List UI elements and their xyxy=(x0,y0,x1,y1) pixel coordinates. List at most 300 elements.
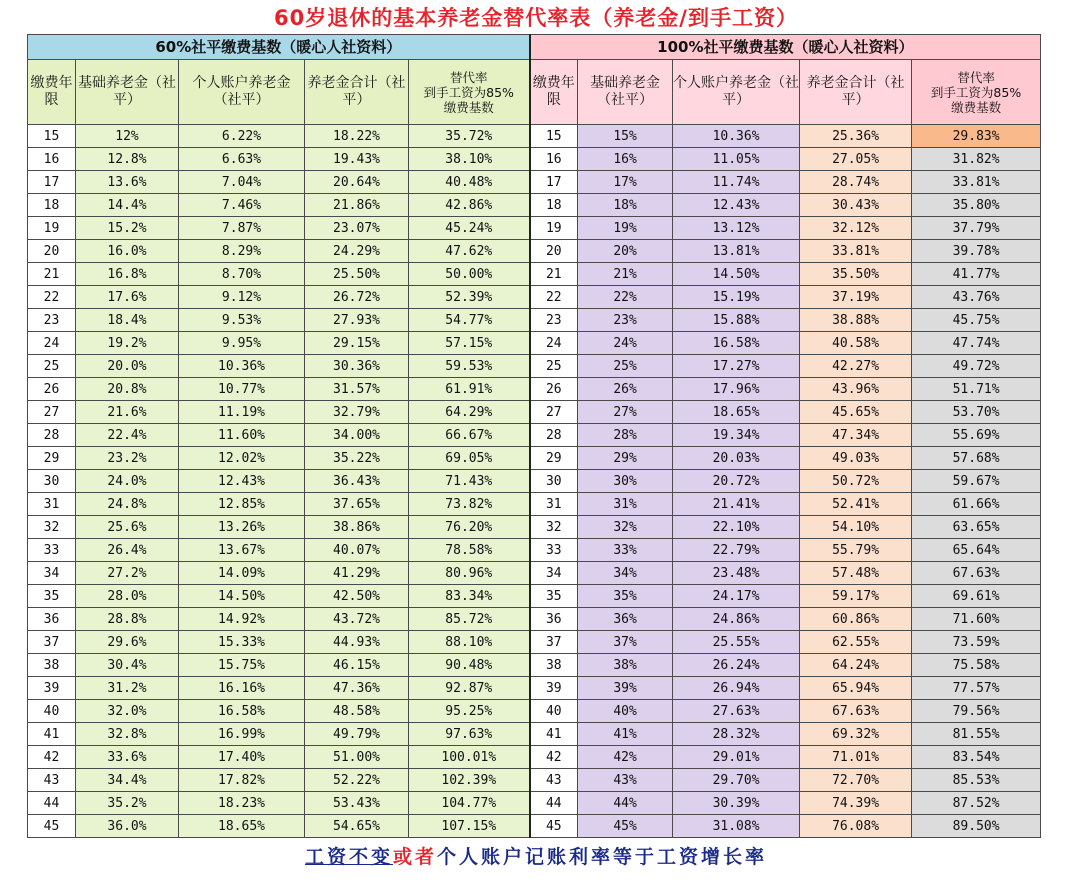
table-row xyxy=(28,171,1041,194)
cell-years-left: 41 xyxy=(28,723,76,746)
cell-total-right: 42.27% xyxy=(800,355,912,378)
cell-replace-left: 57.15% xyxy=(409,332,530,355)
cell-total-right: 62.55% xyxy=(800,631,912,654)
cell-total-right: 69.32% xyxy=(800,723,912,746)
cell-personal-right: 15.19% xyxy=(673,286,800,309)
cell-personal-left: 8.70% xyxy=(179,263,305,286)
cell-replace-right: 69.61% xyxy=(912,585,1041,608)
cell-years-right: 33 xyxy=(530,539,578,562)
cell-personal-left: 16.99% xyxy=(179,723,305,746)
cell-personal-right: 30.39% xyxy=(673,792,800,815)
cell-basic-left: 19.2% xyxy=(76,332,179,355)
col-basic-right: 基础养老金（社平） xyxy=(578,60,673,125)
cell-basic-left: 34.4% xyxy=(76,769,179,792)
cell-personal-left: 15.75% xyxy=(179,654,305,677)
cell-replace-right: 31.82% xyxy=(912,148,1041,171)
cell-basic-left: 24.8% xyxy=(76,493,179,516)
cell-basic-left: 36.0% xyxy=(76,815,179,838)
replacement-rate-table xyxy=(27,34,1041,838)
cell-replace-left: 50.00% xyxy=(409,263,530,286)
cell-basic-right: 36% xyxy=(578,608,673,631)
cell-total-right: 65.94% xyxy=(800,677,912,700)
cell-replace-left: 71.43% xyxy=(409,470,530,493)
cell-years-left: 20 xyxy=(28,240,76,263)
cell-years-left: 28 xyxy=(28,424,76,447)
cell-basic-right: 18% xyxy=(578,194,673,217)
cell-personal-left: 12.43% xyxy=(179,470,305,493)
cell-total-right: 33.81% xyxy=(800,240,912,263)
cell-basic-left: 12.8% xyxy=(76,148,179,171)
cell-years-right: 15 xyxy=(530,125,578,148)
cell-total-right: 60.86% xyxy=(800,608,912,631)
cell-total-right: 40.58% xyxy=(800,332,912,355)
cell-basic-right: 26% xyxy=(578,378,673,401)
cell-replace-left: 64.29% xyxy=(409,401,530,424)
cell-basic-left: 28.0% xyxy=(76,585,179,608)
table-row xyxy=(28,286,1041,309)
cell-replace-left: 42.86% xyxy=(409,194,530,217)
cell-years-right: 29 xyxy=(530,447,578,470)
cell-replace-left: 97.63% xyxy=(409,723,530,746)
cell-years-right: 31 xyxy=(530,493,578,516)
cell-basic-left: 14.4% xyxy=(76,194,179,217)
cell-replace-right: 87.52% xyxy=(912,792,1041,815)
cell-basic-right: 27% xyxy=(578,401,673,424)
cell-total-left: 54.65% xyxy=(305,815,409,838)
cell-replace-right: 59.67% xyxy=(912,470,1041,493)
cell-personal-right: 24.17% xyxy=(673,585,800,608)
cell-years-left: 39 xyxy=(28,677,76,700)
table-row xyxy=(28,723,1041,746)
cell-basic-left: 18.4% xyxy=(76,309,179,332)
cell-years-left: 24 xyxy=(28,332,76,355)
cell-personal-right: 13.81% xyxy=(673,240,800,263)
cell-total-left: 27.93% xyxy=(305,309,409,332)
cell-personal-right: 22.79% xyxy=(673,539,800,562)
cell-total-left: 46.15% xyxy=(305,654,409,677)
cell-personal-right: 14.50% xyxy=(673,263,800,286)
cell-years-left: 38 xyxy=(28,654,76,677)
cell-personal-right: 26.94% xyxy=(673,677,800,700)
cell-total-right: 55.79% xyxy=(800,539,912,562)
cell-personal-right: 20.72% xyxy=(673,470,800,493)
cell-total-right: 64.24% xyxy=(800,654,912,677)
col-replace-left xyxy=(409,60,530,125)
cell-total-right: 54.10% xyxy=(800,516,912,539)
cell-personal-right: 12.43% xyxy=(673,194,800,217)
cell-basic-left: 20.0% xyxy=(76,355,179,378)
cell-years-left: 26 xyxy=(28,378,76,401)
cell-replace-left: 95.25% xyxy=(409,700,530,723)
cell-replace-right: 75.58% xyxy=(912,654,1041,677)
col-basic-left: 基础养老金（社平） xyxy=(76,60,179,125)
footer-part3: 个人账户记账利率等于工资增长率 xyxy=(437,846,768,868)
cell-basic-left: 28.8% xyxy=(76,608,179,631)
cell-total-right: 72.70% xyxy=(800,769,912,792)
cell-personal-left: 15.33% xyxy=(179,631,305,654)
cell-replace-left: 47.62% xyxy=(409,240,530,263)
cell-personal-left: 14.09% xyxy=(179,562,305,585)
cell-basic-right: 37% xyxy=(578,631,673,654)
cell-replace-right: 29.83% xyxy=(912,125,1041,148)
cell-years-left: 21 xyxy=(28,263,76,286)
cell-basic-left: 15.2% xyxy=(76,217,179,240)
cell-total-right: 45.65% xyxy=(800,401,912,424)
cell-years-right: 44 xyxy=(530,792,578,815)
cell-basic-left: 12% xyxy=(76,125,179,148)
cell-basic-right: 32% xyxy=(578,516,673,539)
cell-replace-left: 59.53% xyxy=(409,355,530,378)
cell-basic-right: 35% xyxy=(578,585,673,608)
cell-personal-left: 12.85% xyxy=(179,493,305,516)
cell-total-right: 25.36% xyxy=(800,125,912,148)
cell-total-left: 25.50% xyxy=(305,263,409,286)
table-row xyxy=(28,355,1041,378)
cell-personal-right: 28.32% xyxy=(673,723,800,746)
cell-personal-right: 11.05% xyxy=(673,148,800,171)
cell-replace-left: 102.39% xyxy=(409,769,530,792)
cell-replace-right: 51.71% xyxy=(912,378,1041,401)
cell-years-right: 35 xyxy=(530,585,578,608)
cell-total-left: 19.43% xyxy=(305,148,409,171)
cell-total-right: 27.05% xyxy=(800,148,912,171)
cell-personal-right: 22.10% xyxy=(673,516,800,539)
cell-total-left: 37.65% xyxy=(305,493,409,516)
table-row xyxy=(28,677,1041,700)
cell-basic-left: 22.4% xyxy=(76,424,179,447)
cell-total-left: 23.07% xyxy=(305,217,409,240)
cell-years-right: 39 xyxy=(530,677,578,700)
cell-replace-right: 89.50% xyxy=(912,815,1041,838)
cell-personal-left: 11.19% xyxy=(179,401,305,424)
cell-personal-left: 16.58% xyxy=(179,700,305,723)
footer-part2: 或者 xyxy=(392,846,437,868)
cell-total-right: 28.74% xyxy=(800,171,912,194)
cell-years-left: 36 xyxy=(28,608,76,631)
cell-replace-right: 53.70% xyxy=(912,401,1041,424)
cell-basic-right: 43% xyxy=(578,769,673,792)
cell-personal-left: 7.87% xyxy=(179,217,305,240)
table-row xyxy=(28,424,1041,447)
cell-basic-left: 30.4% xyxy=(76,654,179,677)
cell-replace-right: 85.53% xyxy=(912,769,1041,792)
cell-years-left: 19 xyxy=(28,217,76,240)
cell-total-left: 20.64% xyxy=(305,171,409,194)
cell-total-right: 47.34% xyxy=(800,424,912,447)
col-replace-right xyxy=(912,60,1041,125)
cell-personal-left: 18.65% xyxy=(179,815,305,838)
cell-replace-right: 57.68% xyxy=(912,447,1041,470)
col-personal-right: 个人账户养老金（社平） xyxy=(673,60,800,125)
cell-basic-right: 40% xyxy=(578,700,673,723)
cell-personal-left: 12.02% xyxy=(179,447,305,470)
cell-replace-left: 35.72% xyxy=(409,125,530,148)
cell-years-right: 36 xyxy=(530,608,578,631)
table-row xyxy=(28,792,1041,815)
col-years-right: 缴费年限 xyxy=(530,60,578,125)
cell-personal-right: 25.55% xyxy=(673,631,800,654)
cell-years-left: 22 xyxy=(28,286,76,309)
cell-total-right: 30.43% xyxy=(800,194,912,217)
cell-years-left: 17 xyxy=(28,171,76,194)
cell-total-left: 40.07% xyxy=(305,539,409,562)
cell-personal-right: 19.34% xyxy=(673,424,800,447)
cell-basic-right: 17% xyxy=(578,171,673,194)
cell-personal-right: 17.96% xyxy=(673,378,800,401)
cell-total-right: 76.08% xyxy=(800,815,912,838)
table-body xyxy=(28,125,1041,838)
cell-years-left: 23 xyxy=(28,309,76,332)
cell-years-left: 42 xyxy=(28,746,76,769)
replace-line1: 替代率 xyxy=(450,69,488,85)
cell-basic-left: 32.0% xyxy=(76,700,179,723)
cell-total-right: 49.03% xyxy=(800,447,912,470)
cell-personal-left: 13.67% xyxy=(179,539,305,562)
page-title: 60岁退休的基本养老金替代率表（养老金/到手工资） xyxy=(274,6,798,30)
cell-replace-right: 71.60% xyxy=(912,608,1041,631)
cell-basic-right: 45% xyxy=(578,815,673,838)
table-row xyxy=(28,608,1041,631)
cell-personal-right: 21.41% xyxy=(673,493,800,516)
cell-total-left: 35.22% xyxy=(305,447,409,470)
cell-total-left: 21.86% xyxy=(305,194,409,217)
cell-years-right: 23 xyxy=(530,309,578,332)
cell-basic-right: 24% xyxy=(578,332,673,355)
cell-personal-left: 6.63% xyxy=(179,148,305,171)
cell-years-right: 26 xyxy=(530,378,578,401)
replace-line2: 到手工资为85% xyxy=(423,84,514,100)
cell-basic-right: 19% xyxy=(578,217,673,240)
cell-replace-right: 49.72% xyxy=(912,355,1041,378)
cell-personal-left: 9.53% xyxy=(179,309,305,332)
cell-total-left: 52.22% xyxy=(305,769,409,792)
cell-years-left: 25 xyxy=(28,355,76,378)
cell-total-right: 74.39% xyxy=(800,792,912,815)
cell-years-right: 34 xyxy=(530,562,578,585)
cell-total-right: 59.17% xyxy=(800,585,912,608)
cell-years-right: 32 xyxy=(530,516,578,539)
cell-personal-right: 29.01% xyxy=(673,746,800,769)
cell-total-right: 43.96% xyxy=(800,378,912,401)
cell-total-left: 26.72% xyxy=(305,286,409,309)
cell-personal-left: 18.23% xyxy=(179,792,305,815)
replace-line2: 到手工资为85% xyxy=(930,84,1022,100)
col-total-right: 养老金合计（社平） xyxy=(800,60,912,125)
cell-personal-left: 17.40% xyxy=(179,746,305,769)
cell-personal-right: 29.70% xyxy=(673,769,800,792)
cell-years-right: 19 xyxy=(530,217,578,240)
cell-years-right: 17 xyxy=(530,171,578,194)
cell-basic-right: 38% xyxy=(578,654,673,677)
cell-replace-right: 43.76% xyxy=(912,286,1041,309)
cell-basic-right: 20% xyxy=(578,240,673,263)
cell-basic-right: 39% xyxy=(578,677,673,700)
cell-replace-left: 88.10% xyxy=(409,631,530,654)
cell-personal-right: 17.27% xyxy=(673,355,800,378)
cell-total-left: 51.00% xyxy=(305,746,409,769)
table-row xyxy=(28,700,1041,723)
cell-personal-left: 9.12% xyxy=(179,286,305,309)
cell-personal-left: 14.92% xyxy=(179,608,305,631)
cell-years-left: 37 xyxy=(28,631,76,654)
cell-basic-left: 26.4% xyxy=(76,539,179,562)
cell-basic-right: 41% xyxy=(578,723,673,746)
cell-replace-left: 104.77% xyxy=(409,792,530,815)
cell-basic-left: 20.8% xyxy=(76,378,179,401)
cell-replace-left: 69.05% xyxy=(409,447,530,470)
cell-total-left: 34.00% xyxy=(305,424,409,447)
cell-years-right: 41 xyxy=(530,723,578,746)
group-header-left: 60%社平缴费基数（暖心人社资料） xyxy=(28,35,530,60)
table-row xyxy=(28,815,1041,838)
table-row xyxy=(28,125,1041,148)
cell-years-right: 16 xyxy=(530,148,578,171)
cell-basic-right: 16% xyxy=(578,148,673,171)
cell-basic-right: 30% xyxy=(578,470,673,493)
cell-personal-left: 17.82% xyxy=(179,769,305,792)
cell-years-left: 31 xyxy=(28,493,76,516)
cell-replace-right: 47.74% xyxy=(912,332,1041,355)
cell-total-left: 42.50% xyxy=(305,585,409,608)
table-row xyxy=(28,401,1041,424)
cell-basic-right: 42% xyxy=(578,746,673,769)
cell-replace-left: 100.01% xyxy=(409,746,530,769)
cell-replace-right: 33.81% xyxy=(912,171,1041,194)
table-row xyxy=(28,263,1041,286)
cell-basic-right: 34% xyxy=(578,562,673,585)
cell-replace-right: 79.56% xyxy=(912,700,1041,723)
table-row xyxy=(28,332,1041,355)
table-row xyxy=(28,585,1041,608)
cell-replace-right: 83.54% xyxy=(912,746,1041,769)
cell-replace-right: 73.59% xyxy=(912,631,1041,654)
group-header-row xyxy=(28,35,1041,60)
cell-years-right: 22 xyxy=(530,286,578,309)
cell-basic-right: 28% xyxy=(578,424,673,447)
cell-basic-left: 16.8% xyxy=(76,263,179,286)
cell-replace-left: 76.20% xyxy=(409,516,530,539)
cell-personal-left: 13.26% xyxy=(179,516,305,539)
cell-basic-right: 23% xyxy=(578,309,673,332)
cell-years-right: 43 xyxy=(530,769,578,792)
table-row xyxy=(28,562,1041,585)
cell-total-right: 35.50% xyxy=(800,263,912,286)
cell-total-right: 67.63% xyxy=(800,700,912,723)
cell-total-left: 38.86% xyxy=(305,516,409,539)
cell-replace-left: 92.87% xyxy=(409,677,530,700)
table-row xyxy=(28,470,1041,493)
cell-total-left: 47.36% xyxy=(305,677,409,700)
cell-basic-left: 16.0% xyxy=(76,240,179,263)
cell-personal-right: 26.24% xyxy=(673,654,800,677)
cell-years-left: 16 xyxy=(28,148,76,171)
cell-years-left: 15 xyxy=(28,125,76,148)
cell-personal-left: 9.95% xyxy=(179,332,305,355)
cell-total-left: 30.36% xyxy=(305,355,409,378)
cell-replace-left: 73.82% xyxy=(409,493,530,516)
cell-basic-right: 33% xyxy=(578,539,673,562)
cell-replace-left: 54.77% xyxy=(409,309,530,332)
cell-total-right: 71.01% xyxy=(800,746,912,769)
cell-basic-right: 21% xyxy=(578,263,673,286)
cell-total-right: 32.12% xyxy=(800,217,912,240)
cell-basic-left: 35.2% xyxy=(76,792,179,815)
cell-replace-right: 63.65% xyxy=(912,516,1041,539)
cell-years-left: 30 xyxy=(28,470,76,493)
cell-personal-left: 10.77% xyxy=(179,378,305,401)
footer-note xyxy=(0,840,1072,874)
cell-years-right: 37 xyxy=(530,631,578,654)
col-years-left: 缴费年限 xyxy=(28,60,76,125)
cell-total-left: 44.93% xyxy=(305,631,409,654)
cell-total-right: 37.19% xyxy=(800,286,912,309)
table-row xyxy=(28,539,1041,562)
table-row xyxy=(28,447,1041,470)
cell-personal-left: 14.50% xyxy=(179,585,305,608)
cell-basic-left: 17.6% xyxy=(76,286,179,309)
cell-total-left: 18.22% xyxy=(305,125,409,148)
cell-years-right: 27 xyxy=(530,401,578,424)
cell-basic-right: 31% xyxy=(578,493,673,516)
cell-basic-left: 21.6% xyxy=(76,401,179,424)
cell-years-right: 38 xyxy=(530,654,578,677)
cell-replace-right: 65.64% xyxy=(912,539,1041,562)
cell-years-right: 18 xyxy=(530,194,578,217)
table-row xyxy=(28,194,1041,217)
cell-basic-left: 31.2% xyxy=(76,677,179,700)
cell-replace-left: 90.48% xyxy=(409,654,530,677)
cell-personal-left: 11.60% xyxy=(179,424,305,447)
cell-personal-right: 24.86% xyxy=(673,608,800,631)
cell-years-right: 24 xyxy=(530,332,578,355)
cell-personal-right: 16.58% xyxy=(673,332,800,355)
table-row xyxy=(28,493,1041,516)
cell-total-right: 38.88% xyxy=(800,309,912,332)
cell-replace-left: 45.24% xyxy=(409,217,530,240)
table-row xyxy=(28,309,1041,332)
table-row xyxy=(28,378,1041,401)
table-row xyxy=(28,769,1041,792)
cell-years-left: 33 xyxy=(28,539,76,562)
replace-line3: 缴费基数 xyxy=(443,99,494,115)
cell-basic-left: 23.2% xyxy=(76,447,179,470)
cell-years-right: 28 xyxy=(530,424,578,447)
cell-basic-left: 29.6% xyxy=(76,631,179,654)
cell-years-right: 25 xyxy=(530,355,578,378)
cell-personal-right: 11.74% xyxy=(673,171,800,194)
cell-personal-right: 27.63% xyxy=(673,700,800,723)
cell-basic-right: 25% xyxy=(578,355,673,378)
cell-total-left: 36.43% xyxy=(305,470,409,493)
replace-line3: 缴费基数 xyxy=(951,99,1002,115)
cell-basic-left: 27.2% xyxy=(76,562,179,585)
cell-basic-right: 44% xyxy=(578,792,673,815)
table-row xyxy=(28,516,1041,539)
cell-basic-right: 15% xyxy=(578,125,673,148)
cell-replace-right: 77.57% xyxy=(912,677,1041,700)
cell-basic-right: 22% xyxy=(578,286,673,309)
cell-replace-left: 83.34% xyxy=(409,585,530,608)
cell-replace-right: 37.79% xyxy=(912,217,1041,240)
cell-replace-left: 85.72% xyxy=(409,608,530,631)
column-header-row xyxy=(28,60,1041,125)
cell-replace-left: 78.58% xyxy=(409,539,530,562)
cell-replace-left: 107.15% xyxy=(409,815,530,838)
cell-personal-left: 7.04% xyxy=(179,171,305,194)
cell-personal-right: 15.88% xyxy=(673,309,800,332)
cell-total-left: 49.79% xyxy=(305,723,409,746)
table-row xyxy=(28,631,1041,654)
